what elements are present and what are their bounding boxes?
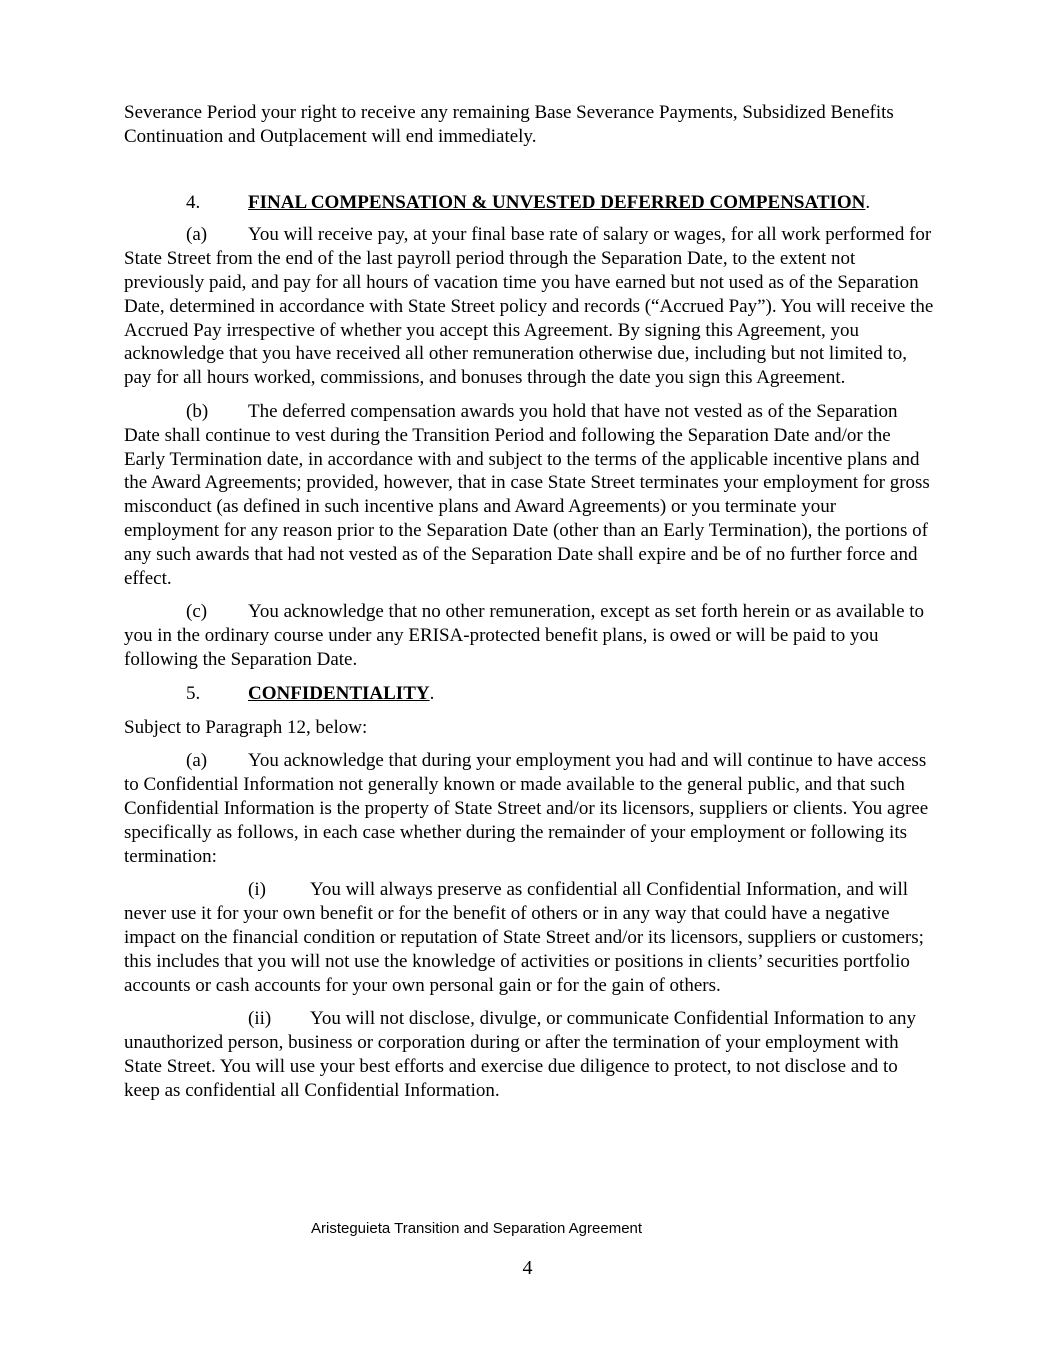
section-4-period: . — [865, 191, 871, 213]
section-4a-paragraph — [124, 223, 934, 390]
section-5a-ii-text: You will not disclose, divulge, or communicate Confidential Information to any unauthorized person, business or corporation during or after the termination of your employment with State Street. You will use your best efforts and exercise due diligence to protect, to not disclose and to keep as confidential all Confidential Information. — [124, 1008, 916, 1101]
section-4c-paragraph — [124, 600, 934, 671]
section-5-number: 5. — [186, 682, 201, 704]
section-5a-ii-paragraph — [124, 1007, 934, 1102]
section-5-period: . — [429, 682, 435, 704]
section-4-title: FINAL COMPENSATION & UNVESTED DEFERRED COMPENSATION — [248, 191, 866, 213]
document-body — [124, 101, 934, 1102]
section-5-intro: Subject to Paragraph 12, below: — [124, 716, 368, 738]
section-5a-ii-label: (ii) — [248, 1008, 272, 1030]
section-4-number: 4. — [186, 191, 201, 213]
section-4b-text: The deferred compensation awards you hold that have not vested as of the Separation Date shall continue to vest during the Transition Period and following the Separation Date and/or the Early Termination date, in accordance with and subject to the terms of the applicable incentive plans and the Award Agreements; provided, however, that in case State Street terminates your employment for gross misconduct (as defined in such incentive plans and Award Agreements) or you terminate your employment for any reason prior to the Separation Date (other than an Early Termination), the portions of any such awards that had not vested as of the Separation Date shall expire and be of no further force and effect. — [124, 400, 930, 589]
section-5a-text: You acknowledge that during your employment you had and will continue to have access to Confidential Information not generally known or made available to the general public, and that such Confidential Information is the property of State Street and/or its licensors, suppliers or clients. You agree specifically as follows, in each case whether during the remainder of your employment or following its termination: — [124, 750, 929, 867]
section-4b-label: (b) — [186, 400, 209, 422]
section-5a-i-text: You will always preserve as confidential all Confidential Information, and will never use it for your own benefit or for the benefit of others or in any way that could have a negative impact on the financial condition or reputation of State Street and/or its licensors, suppliers or customers; this includes that you will not use the knowledge of activities or positions in clients’ securities portfolio accounts or cash accounts for your own personal gain or for the gain of others. — [124, 879, 924, 996]
intro-paragraph: Severance Period your right to receive any remaining Base Severance Payments, Subsidized Benefits Continuation and Outplacement will end immediately. — [124, 102, 894, 147]
section-5-heading — [124, 682, 934, 706]
section-4-heading — [124, 191, 934, 215]
section-4a-label: (a) — [186, 224, 208, 246]
section-4c-label: (c) — [186, 601, 208, 623]
section-4c-text: You acknowledge that no other remuneration, except as set forth herein or as available to you in the ordinary course under any ERISA-protected benefit plans, is owed or will be paid to you following the Separation Date. — [124, 601, 925, 670]
section-5a-i-label: (i) — [248, 879, 266, 901]
page-number: 4 — [522, 1257, 533, 1279]
section-5a-i-paragraph — [124, 878, 934, 997]
footer-title-text: Aristeguieta Transition and Separation Agreement — [311, 1220, 643, 1237]
section-5a-paragraph — [124, 749, 934, 868]
section-5-title: CONFIDENTIALITY — [248, 682, 430, 704]
section-4b-paragraph — [124, 400, 934, 590]
section-5a-label: (a) — [186, 750, 208, 772]
section-4a-text: You will receive pay, at your final base rate of salary or wages, for all work performed for State Street from the end of the last payroll period through the Separation Date, to the extent not previously paid, and pay for all hours of vacation time you have earned but not used as of the Separation Date, determined in accordance with State Street policy and records (“Accrued Pay”). You will receive the Accrued Pay irrespective of whether you accept this Agreement. By signing this Agreement, you acknowledge that you have received all other remuneration otherwise due, including but not limited to, pay for all hours worked, commissions, and bonuses through the date you sign this Agreement. — [124, 224, 934, 389]
